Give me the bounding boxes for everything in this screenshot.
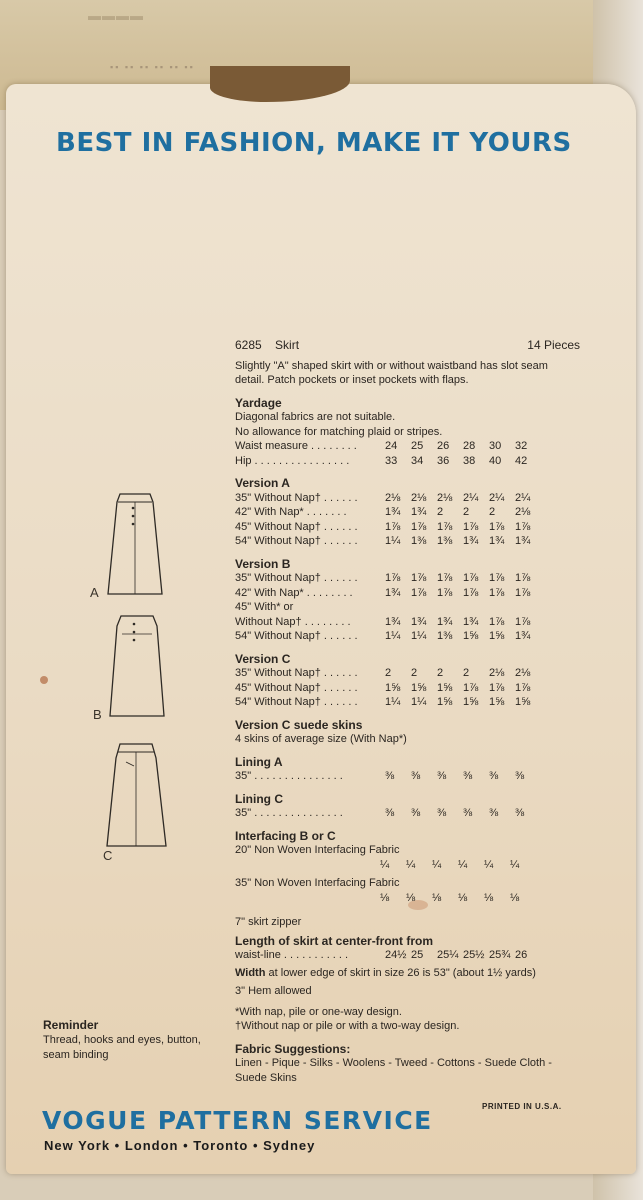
yardage-value: 1⅝	[437, 696, 453, 708]
yardage-value: 1⅞	[489, 572, 505, 584]
pattern-number: 6285	[235, 338, 262, 352]
yardage-value: 1⅞	[411, 586, 427, 599]
interfacing-value: ¼	[406, 858, 416, 871]
version-c-heading: Version C	[235, 651, 291, 666]
yardage-note: No allowance for matching plaid or stripes.	[235, 425, 443, 438]
version-a-row-label: 45" Without Nap† . . . . . .	[235, 520, 358, 533]
yardage-value: 1⅝	[489, 696, 505, 708]
version-c-row	[235, 681, 580, 696]
yardage-value: 1⅞	[515, 681, 531, 694]
version-b-row	[235, 586, 580, 601]
lining-a-label: 35" . . . . . . . . . . . . . . .	[235, 770, 343, 782]
yardage-value: 1¾	[489, 535, 505, 547]
sketch-label-a: A	[90, 585, 99, 600]
yardage-value: 1⅝	[463, 696, 479, 708]
fabric-heading: Fabric Suggestions:	[235, 1041, 351, 1056]
yardage-value: 1⅞	[463, 520, 479, 533]
lining-value: ⅜	[515, 770, 525, 782]
version-a-row	[235, 505, 580, 520]
zipper: 7" skirt zipper	[235, 916, 302, 928]
sketch-label-c: C	[103, 848, 113, 863]
hip-size: 33	[385, 454, 398, 467]
yardage-value: 1¾	[463, 615, 479, 628]
yardage-value: 1¾	[385, 586, 401, 599]
length-value: 24½	[385, 949, 407, 961]
yardage-value: 1¾	[515, 535, 531, 547]
yardage-value: 1¼	[411, 630, 427, 642]
yardage-value: 1⅞	[437, 586, 453, 599]
yardage-value: 2¼	[463, 491, 479, 504]
yardage-value: 1⅝	[515, 696, 531, 708]
yardage-value: 1⅞	[515, 520, 531, 533]
yardage-value: 1⅝	[489, 630, 505, 642]
yardage-value: 1⅞	[437, 572, 453, 584]
yardage-value: 1¾	[411, 506, 427, 518]
city-list: New York • London • Toronto • Sydney	[44, 1138, 316, 1153]
lining-c-heading: Lining C	[235, 791, 283, 806]
yardage-value: 1¾	[411, 615, 427, 628]
yardage-value: 1⅞	[463, 572, 479, 584]
version-b-row-label: 35" Without Nap† . . . . . .	[235, 572, 358, 584]
version-c-row-label: 54" Without Nap† . . . . . .	[235, 696, 358, 708]
waist-label: Waist measure . . . . . . . .	[235, 440, 357, 452]
version-b-row	[235, 615, 580, 630]
waist-size: 26	[437, 440, 450, 452]
footnote-without-nap: †Without nap or pile or with a two-way design.	[235, 1020, 460, 1032]
interfacing-row1-label: 20" Non Woven Interfacing Fabric	[235, 844, 400, 856]
lining-value: ⅜	[437, 807, 447, 819]
length-value: 25	[411, 949, 424, 961]
yardage-value: 2	[463, 506, 470, 518]
skirt-sketch-b	[106, 612, 168, 720]
version-b-row-values	[385, 586, 541, 601]
width-heading: Width	[235, 966, 266, 979]
yardage-value: 1⅞	[385, 572, 401, 584]
interfacing-value: ¼	[432, 858, 442, 871]
lining-value: ⅜	[489, 807, 499, 819]
yardage-value: 1⅞	[385, 520, 401, 533]
hip-size: 34	[411, 454, 424, 467]
stain	[40, 676, 48, 684]
version-b-row-label: 42" With Nap* . . . . . . . .	[235, 586, 353, 599]
yardage-value: 1⅝	[385, 681, 401, 694]
lining-c-label: 35" . . . . . . . . . . . . . . .	[235, 807, 343, 819]
yardage-value: 2⅛	[515, 667, 531, 679]
length-label: waist-line . . . . . . . . . . .	[235, 949, 349, 961]
reminder-heading: Reminder	[43, 1018, 99, 1032]
waist-row	[235, 439, 580, 454]
yardage-value: 1⅞	[489, 681, 505, 694]
yardage-value: 2	[385, 667, 392, 679]
yardage-value: 1¼	[411, 696, 427, 708]
pattern-name: Skirt	[275, 338, 300, 352]
lining-a-row	[235, 769, 580, 784]
version-c-row-values	[385, 695, 541, 710]
yardage-value: 1⅞	[437, 520, 453, 533]
yardage-value: 1¾	[463, 535, 479, 547]
yardage-value: 2¼	[515, 491, 531, 504]
yardage-heading: Yardage	[235, 395, 282, 410]
yardage-value: 1¾	[515, 630, 531, 642]
yardage-value: 2⅛	[411, 491, 427, 504]
yardage-value: 1⅞	[515, 572, 531, 584]
waist-size: 28	[463, 440, 476, 452]
interfacing-row2-label: 35" Non Woven Interfacing Fabric	[235, 877, 400, 889]
version-a-row-values	[385, 534, 541, 549]
interfacing-value: ¼	[484, 858, 494, 871]
skirt-sketch-c	[104, 740, 170, 850]
lining-value: ⅜	[385, 807, 395, 819]
hip-row	[235, 454, 580, 469]
length-value: 25½	[463, 949, 485, 961]
version-a-table	[235, 491, 580, 549]
hip-size: 36	[437, 454, 450, 467]
faded-back-print-row: ▪▪ ▪▪ ▪▪ ▪▪ ▪▪ ▪▪	[110, 62, 195, 72]
yardage-value: 1⅞	[411, 520, 427, 533]
version-c-table	[235, 666, 580, 710]
version-c-row-values	[385, 666, 541, 681]
version-b-row-label: 45" With* or	[235, 601, 294, 613]
lining-c-values	[385, 806, 541, 821]
yardage-value: 2⅛	[385, 491, 401, 504]
lining-value: ⅜	[411, 807, 421, 819]
interfacing-value: ⅛	[406, 891, 416, 904]
yardage-value: 1⅞	[489, 586, 505, 599]
yardage-value: 1⅞	[489, 520, 505, 533]
suede-text: 4 skins of average size (With Nap*)	[235, 733, 407, 745]
yardage-value: 1¼	[385, 630, 401, 642]
headline: BEST IN FASHION, MAKE IT YOURS	[56, 128, 572, 158]
hip-label: Hip . . . . . . . . . . . . . . . .	[235, 454, 350, 467]
sketch-label-b: B	[93, 707, 102, 722]
version-a-row	[235, 534, 580, 549]
yardage-value: 1⅞	[515, 586, 531, 599]
interfacing-value: ⅛	[380, 891, 390, 904]
yardage-value: 1⅜	[437, 630, 453, 642]
version-b-row	[235, 600, 580, 615]
yardage-value: 2	[411, 667, 418, 679]
lining-a-heading: Lining A	[235, 754, 283, 769]
interfacing-row2-values	[380, 891, 580, 906]
pattern-details	[235, 338, 580, 1085]
yardage-value: 1¾	[385, 615, 401, 628]
yardage-value: 1¼	[385, 535, 401, 547]
version-c-row-values	[385, 681, 541, 696]
yardage-value: 1¾	[385, 506, 401, 518]
printed-in: PRINTED IN U.S.A.	[482, 1102, 562, 1111]
footnote-nap: *With nap, pile or one-way design.	[235, 1005, 402, 1018]
hip-size: 38	[463, 454, 476, 467]
interfacing-value: ⅛	[432, 891, 442, 904]
waist-size: 25	[411, 440, 424, 452]
version-c-row	[235, 666, 580, 681]
yardage-value: 1⅞	[411, 572, 427, 584]
yardage-value: 2	[489, 506, 496, 518]
suede-heading: Version C suede skins	[235, 717, 363, 732]
hip-size: 40	[489, 454, 502, 467]
yardage-value: 1¼	[385, 696, 401, 708]
yardage-value: 1⅞	[463, 681, 479, 694]
width-note	[235, 966, 580, 981]
pattern-title-row	[235, 338, 580, 353]
yardage-value: 1⅜	[437, 535, 453, 547]
pattern-description: Slightly "A" shaped skirt with or without waistband has slot seam detail. Patch pockets or inset pockets with flaps.	[235, 359, 548, 386]
version-a-row-values	[385, 520, 541, 535]
version-b-heading: Version B	[235, 556, 291, 571]
length-values	[385, 948, 541, 963]
fabric-text: Linen - Pique - Silks - Woolens - Tweed - Cottons - Suede Cloth - Suede Skins	[235, 1057, 552, 1084]
version-a-row	[235, 520, 580, 535]
yardage-value: 1⅜	[411, 535, 427, 547]
interfacing-value: ⅛	[510, 891, 520, 904]
version-b-row	[235, 629, 580, 644]
yardage-value: 2⅛	[489, 667, 505, 679]
lining-c-row	[235, 806, 580, 821]
length-value: 26	[515, 949, 528, 961]
lining-value: ⅜	[411, 770, 421, 782]
version-b-row-values	[385, 571, 541, 586]
lining-a-values	[385, 769, 541, 784]
version-b-table	[235, 571, 580, 644]
version-a-row	[235, 491, 580, 506]
version-a-row-values	[385, 491, 541, 506]
yardage-value: 2	[437, 506, 444, 518]
waist-values	[385, 439, 541, 454]
yardage-value: 1⅞	[463, 586, 479, 599]
version-b-row-values	[385, 615, 541, 630]
version-a-row-label: 42" With Nap* . . . . . . .	[235, 506, 347, 518]
width-text: at lower edge of skirt in size 26 is 53" (about 1½ yards)	[268, 966, 536, 979]
skirt-sketch-a	[104, 490, 166, 598]
lining-value: ⅜	[463, 807, 473, 819]
version-c-row-label: 35" Without Nap† . . . . . .	[235, 667, 358, 679]
length-heading: Length of skirt at center-front from	[235, 933, 434, 948]
yardage-note: Diagonal fabrics are not suitable.	[235, 411, 396, 423]
version-b-row-values	[385, 629, 541, 644]
interfacing-value: ¼	[380, 858, 390, 871]
hip-values	[385, 454, 541, 469]
yardage-value: 1⅝	[463, 630, 479, 642]
version-c-row-label: 45" Without Nap† . . . . . .	[235, 681, 358, 694]
length-value: 25¼	[437, 949, 459, 961]
interfacing-value: ¼	[510, 858, 520, 871]
waist-size: 30	[489, 440, 502, 452]
lining-value: ⅜	[463, 770, 473, 782]
pattern-pieces: 14 Pieces	[527, 338, 580, 352]
reminder	[43, 1018, 223, 1063]
version-a-row-values	[385, 505, 541, 520]
hip-size: 42	[515, 454, 528, 467]
yardage-value: 2⅛	[515, 506, 531, 518]
interfacing-heading: Interfacing B or C	[235, 828, 336, 843]
length-row	[235, 948, 580, 963]
version-b-row-label: 54" Without Nap† . . . . . .	[235, 630, 358, 642]
interfacing-row1-values	[380, 858, 580, 873]
waist-size: 24	[385, 440, 398, 452]
yardage-value: 1⅞	[489, 615, 505, 628]
version-a-heading: Version A	[235, 476, 290, 490]
interfacing-value: ⅛	[484, 891, 494, 904]
yardage-value: 1¾	[437, 615, 453, 628]
yardage-value: 2¼	[489, 491, 505, 504]
yardage-value: 2	[463, 667, 470, 679]
lining-value: ⅜	[489, 770, 499, 782]
reminder-text: Thread, hooks and eyes, button, seam binding	[43, 1034, 201, 1061]
lining-value: ⅜	[437, 770, 447, 782]
waist-size: 32	[515, 440, 528, 452]
lining-value: ⅜	[515, 807, 525, 819]
yardage-value: 1⅝	[437, 681, 453, 694]
yardage-value: 2⅛	[437, 491, 453, 504]
yardage-value: 2	[437, 667, 444, 679]
version-a-row-label: 35" Without Nap† . . . . . .	[235, 491, 358, 504]
interfacing-value: ¼	[458, 858, 468, 871]
interfacing-value: ⅛	[458, 891, 468, 904]
yardage-value: 1⅝	[411, 681, 427, 694]
version-b-row	[235, 571, 580, 586]
faded-back-print: ▬▬▬▬	[88, 8, 144, 23]
lining-value: ⅜	[385, 770, 395, 782]
version-a-row-label: 54" Without Nap† . . . . . .	[235, 535, 358, 547]
version-b-row-label: Without Nap† . . . . . . . .	[235, 615, 351, 628]
yardage-value: 1⅞	[515, 615, 531, 628]
length-value: 25¾	[489, 949, 511, 961]
hem-note: 3" Hem allowed	[235, 985, 312, 997]
version-c-row	[235, 695, 580, 710]
brand-footer: VOGUE PATTERN SERVICE	[42, 1106, 433, 1135]
